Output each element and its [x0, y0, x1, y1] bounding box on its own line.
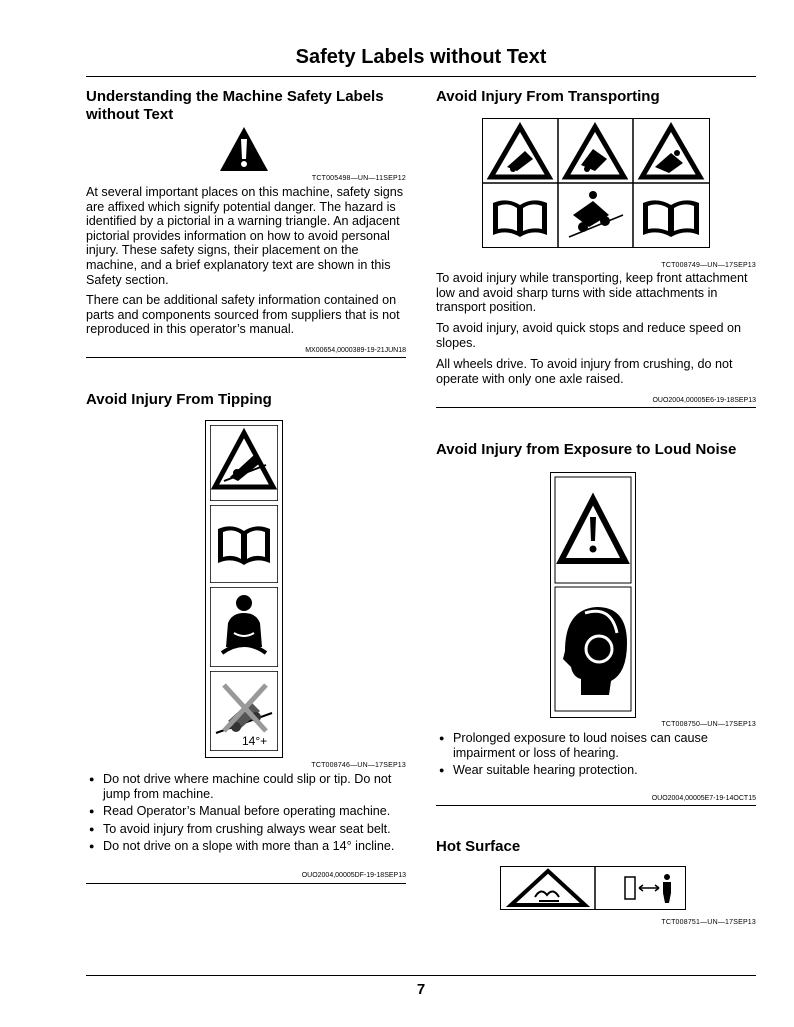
noise-bullets	[436, 731, 758, 781]
transport-warning-icon-1	[491, 127, 549, 177]
noise-rule	[436, 805, 756, 806]
transport-book-icon-2	[643, 200, 699, 237]
seat-belt-icon	[210, 587, 278, 667]
tipping-bullet-1: ● Do not drive where machine could slip or tip. Do not jump from machine.	[86, 772, 408, 801]
tipping-bullets	[86, 772, 408, 857]
noise-figure-id: TCT008750—UN—17SEP13	[661, 721, 756, 728]
noise-bullet-1: ● Prolonged exposure to loud noises can cause impairment or loss of hearing.	[436, 731, 758, 760]
noise-bullet-2: ● Wear suitable hearing protection.	[436, 763, 758, 778]
transporting-label-frame	[482, 118, 710, 248]
slope-label: 14°+	[242, 734, 268, 748]
warning-triangle-icon	[218, 125, 270, 173]
transport-machine-icon	[569, 191, 623, 237]
page-number: 7	[416, 981, 426, 998]
title-rule	[86, 76, 756, 77]
hot-surface-figure-id: TCT008751—UN—17SEP13	[661, 919, 756, 926]
tipping-bullet-4: ● Do not drive on a slope with more than a 14° incline.	[86, 839, 408, 854]
understanding-heading: Understanding the Machine Safety Labels without Text	[86, 88, 384, 123]
understanding-ref: MX00654,0000389-19-21JUN18	[305, 347, 406, 354]
hot-surface-icon	[511, 871, 585, 905]
understanding-rule	[86, 357, 406, 358]
noise-label-frame	[550, 472, 636, 718]
tipping-bullet-3: ● To avoid injury from crushing always wear seat belt.	[86, 822, 408, 837]
book-icon	[210, 505, 278, 583]
transporting-paragraph-1: To avoid injury while transporting, keep front attachment low and avoid sharp turns with side attachments in transport position.	[436, 271, 748, 315]
transporting-figure-id: TCT008749—UN—17SEP13	[661, 262, 756, 269]
transporting-rule	[436, 407, 756, 408]
noise-heading: Avoid Injury from Exposure to Loud Noise	[436, 441, 737, 458]
tipping-label-frame	[205, 420, 283, 758]
transport-warning-icon-2	[566, 127, 624, 177]
hot-surface-label-frame	[500, 866, 686, 910]
keep-distance-icon	[625, 874, 671, 903]
transport-book-icon-1	[493, 200, 547, 237]
transporting-heading: Avoid Injury From Transporting	[436, 88, 660, 105]
transporting-paragraph-3: All wheels drive. To avoid injury from crushing, do not operate with only one axle raised.	[436, 357, 733, 386]
page-title: Safety Labels without Text	[295, 46, 547, 68]
hot-surface-heading: Hot Surface	[436, 838, 521, 855]
transporting-paragraph-2: To avoid injury, avoid quick stops and reduce speed on slopes.	[436, 321, 742, 350]
tipping-rule	[86, 883, 406, 884]
understanding-figure-id: TCT005498—UN—11SEP12	[311, 175, 406, 182]
footer-rule	[86, 975, 756, 976]
tipping-bullet-2: ● Read Operator’s Manual before operating machine.	[86, 804, 408, 819]
transporting-ref: OUO2004,00005E6-19-18SEP13	[652, 397, 756, 404]
understanding-paragraph-2: There can be additional safety information contained on parts and components sourced from suppliers that is not reproduced in this operator’s manual.	[86, 293, 400, 337]
understanding-paragraph-1: At several important places on this machine, safety signs are affixed which signify potential danger. The hazard is identified by a pictorial in a warning triangle. An adjacent pictorial provides information on how to avoid personal injury. These safety signs, their placement on the machine, and a brief explanatory text are shown in this Safety section.	[86, 185, 404, 287]
noise-ref: OUO2004,00005E7-19-14OCT15	[651, 795, 756, 802]
tipping-warning-icon	[210, 425, 278, 501]
tipping-figure-id: TCT008746—UN—17SEP13	[311, 762, 406, 769]
transport-warning-icon-3	[642, 127, 700, 177]
tipping-heading: Avoid Injury From Tipping	[86, 391, 272, 408]
tipping-ref: OUO2004,00005DF-19-18SEP13	[301, 872, 406, 879]
